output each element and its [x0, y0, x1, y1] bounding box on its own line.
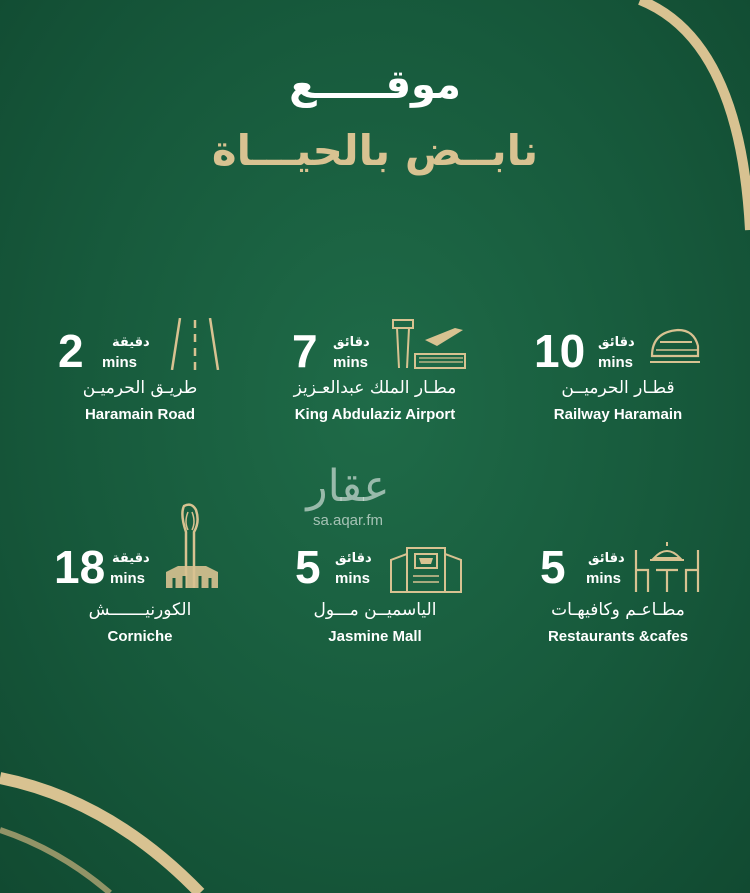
- location-name-en: King Abdulaziz Airport: [294, 406, 456, 423]
- location-card-corniche: [30, 502, 250, 645]
- train-icon: [648, 326, 700, 366]
- minutes-unit-ar: دقائق: [333, 335, 370, 350]
- location-name-en: Railway Haramain: [553, 406, 683, 423]
- location-card-jasmine-mall: [265, 502, 485, 645]
- location-name-ar: طريـق الحرميـن: [82, 378, 198, 398]
- location-name-ar: مطـار الملك عبدالعـزيز: [293, 378, 457, 398]
- minutes-number: 7: [292, 325, 318, 377]
- location-name-ar: قطـار الحرميــن: [561, 378, 675, 398]
- minutes-unit-en: mins: [598, 354, 634, 371]
- location-name-en: Haramain Road: [84, 406, 196, 423]
- minutes-unit-en: mins: [335, 570, 371, 587]
- mall-icon: [389, 542, 463, 594]
- road-icon: [170, 318, 220, 370]
- watermark-url: sa.aqar.fm: [312, 512, 384, 529]
- location-name-en: Jasmine Mall: [328, 628, 422, 645]
- minutes-unit-ar: دقيقة: [112, 551, 150, 566]
- location-card-airport: [265, 318, 485, 428]
- minutes-unit-en: mins: [110, 570, 146, 587]
- minutes-unit-en: mins: [586, 570, 622, 587]
- minutes-number: 18: [54, 541, 106, 593]
- minutes-number: 5: [540, 541, 566, 593]
- minutes-number: 5: [295, 541, 321, 593]
- fountain-icon: [162, 502, 222, 590]
- minutes-unit-ar: دقائق: [588, 551, 625, 566]
- location-name-ar: الكورنيـــــــش: [88, 600, 192, 620]
- location-name-en: Restaurants &cafes: [547, 628, 689, 645]
- airport-icon: [385, 318, 467, 370]
- page-title: موقـــــع: [289, 62, 461, 108]
- minutes-unit-ar: دقيقة: [112, 335, 150, 350]
- minutes-number: 2: [58, 325, 84, 377]
- watermark-logo-text: عقار: [306, 461, 390, 512]
- page-subtitle: نابــض بالحيـــاة: [211, 126, 539, 175]
- location-name-ar: مطـاعـم وكافيهـات: [551, 600, 685, 620]
- minutes-unit-ar: دقائق: [598, 335, 635, 350]
- minutes-unit-ar: دقائق: [335, 551, 372, 566]
- location-card-railway: [508, 318, 728, 428]
- restaurant-icon: [632, 542, 702, 594]
- location-card-restaurants: [508, 502, 728, 645]
- location-card-haramain-road: [30, 318, 250, 428]
- location-name-en: Corniche: [107, 628, 173, 645]
- location-name-ar: الياسميــن مـــول: [313, 600, 437, 620]
- minutes-unit-en: mins: [333, 354, 369, 371]
- minutes-number: 10: [534, 325, 586, 377]
- minutes-unit-en: mins: [102, 354, 138, 371]
